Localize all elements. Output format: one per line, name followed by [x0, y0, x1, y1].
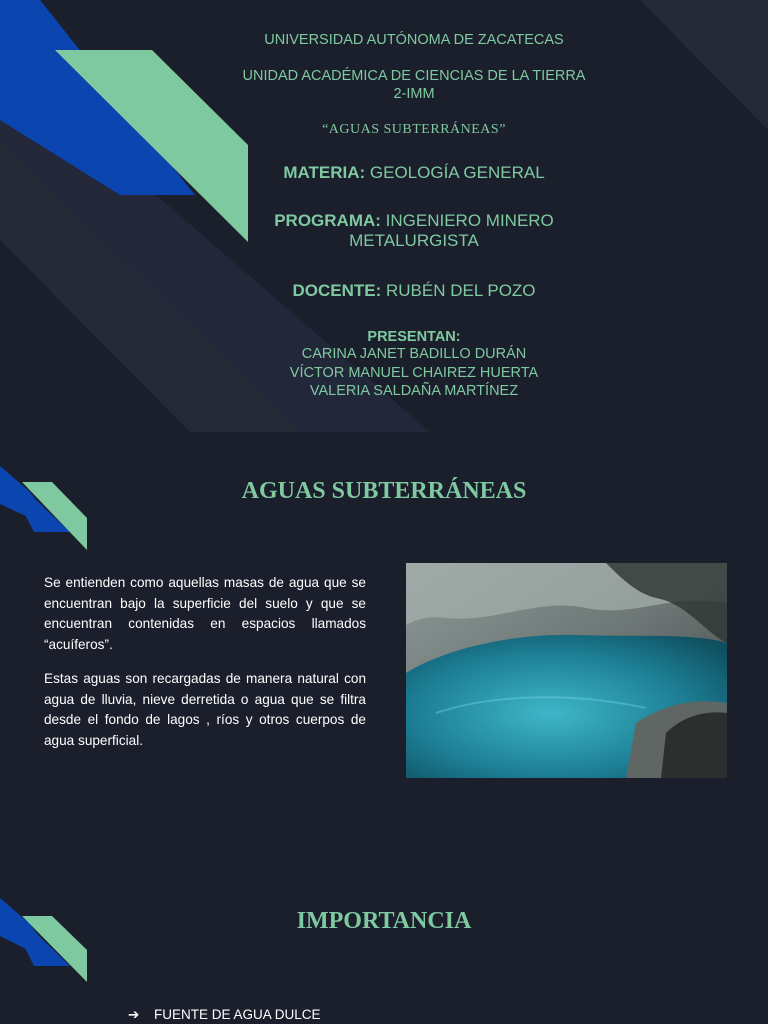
section-title: AGUAS SUBTERRÁNEAS	[241, 478, 527, 504]
section-title: IMPORTANCIA	[296, 908, 472, 934]
body-paragraph: Se entienden como aquellas masas de agua que se encuentran bajo la superficie del suelo y que se encuentran contenidas en espacios llamados “acuíferos”.	[44, 575, 366, 653]
materia-field	[200, 163, 628, 183]
materia-label: MATERIA:	[283, 163, 366, 182]
docente-label: DOCENTE:	[292, 281, 382, 300]
bullet-text: FUENTE DE AGUA DULCE	[154, 1007, 321, 1022]
presentan-label: PRESENTAN:	[367, 329, 461, 345]
programa-field	[250, 211, 578, 251]
body-paragraph: Estas aguas son recargadas de manera natural con agua de lluvia, nieve derretida o agua que se filtra desde el fondo de lagos , ríos y otros cuerpos de agua superficial.	[44, 671, 366, 749]
bullet-item	[128, 1007, 321, 1023]
university-name: UNIVERSIDAD AUTÓNOMA DE ZACATECAS	[264, 32, 564, 48]
academic-unit: UNIDAD ACADÉMICA DE CIENCIAS DE LA TIERRA	[242, 68, 586, 84]
docente-value: RUBÉN DEL POZO	[385, 281, 536, 300]
arrow-right-icon: ➔	[128, 1007, 140, 1022]
student-name: VALERIA SALDAÑA MARTÍNEZ	[309, 383, 519, 399]
programa-label: PROGRAMA:	[274, 211, 381, 230]
topic-title: “AGUAS SUBTERRÁNEAS”	[322, 122, 506, 137]
content-slide-aguas	[0, 432, 768, 872]
student-name: CARINA JANET BADILLO DURÁN	[301, 346, 527, 362]
cover-slide	[0, 0, 768, 432]
materia-value: GEOLOGÍA GENERAL	[369, 163, 545, 182]
group-code: 2-IMM	[393, 86, 435, 102]
cave-water-photo	[406, 563, 727, 778]
student-name: VÍCTOR MANUEL CHAIREZ HUERTA	[289, 365, 539, 381]
programa-value: INGENIERO MINERO METALURGISTA	[349, 211, 554, 250]
content-slide-importancia	[0, 872, 768, 1024]
docente-field	[200, 281, 628, 301]
slide-corner-decoration	[0, 872, 100, 1002]
